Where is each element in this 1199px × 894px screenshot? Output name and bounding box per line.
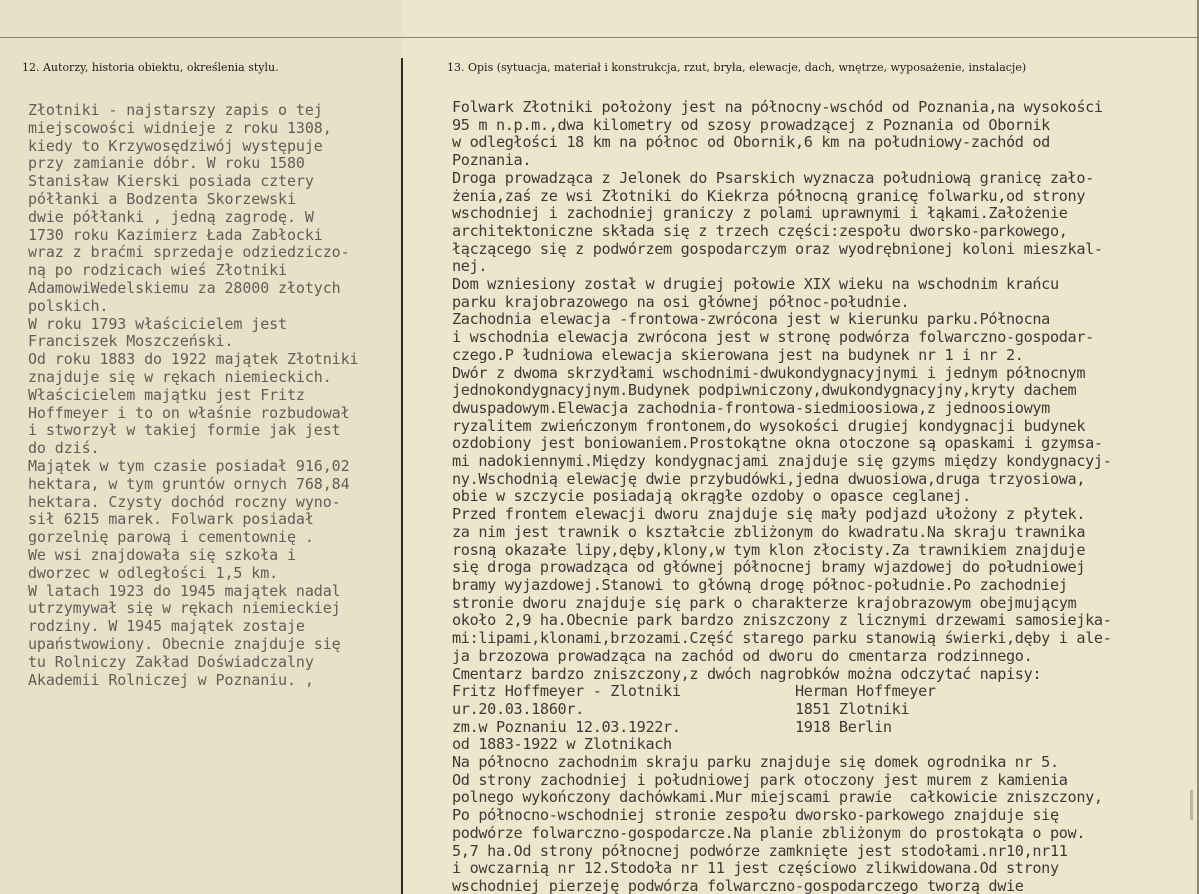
- history-line: W roku 1793 właścicielem jest: [28, 314, 287, 333]
- history-line: Właścicielem majątku jest Fritz: [28, 385, 305, 404]
- description-line: bramy wyjazdowej.Stanowi to główną drogę północ-południe.Po zachodniej: [452, 575, 1068, 594]
- history-line: dwie półłanki , jedną zagrodę. W: [28, 207, 314, 226]
- description-line: Na północno zachodnim skraju parku znajduje się domek ogrodnika nr 5.: [452, 753, 1059, 772]
- description-line: 5,7 ha.Od strony północnej podwórze zamknięte jest stodołami.nr10,nr11: [452, 841, 1068, 860]
- history-line: i stworzył w takiej formie jak jest: [28, 421, 341, 440]
- history-line: miejscowości widnieje z roku 1308,: [28, 118, 332, 137]
- description-line: się droga prowadząca od głównej północnej bramy wjazdowej do południowej: [452, 558, 1086, 577]
- description-text: [452, 99, 1112, 894]
- history-line: polskich.: [28, 296, 109, 315]
- history-line: sił 6215 marek. Folwark posiadał: [28, 510, 314, 529]
- description-line: Od strony zachodniej i południowej park otoczony jest murem z kamienia: [452, 770, 1068, 789]
- description-line: Fritz Hoffmeyer - Zlotniki Herman Hoffmeyer: [452, 682, 936, 701]
- history-line: ną po rodzicach wieś Złotniki: [28, 261, 287, 280]
- description-line: podwórze folwarczno-gospodarcze.Na planie zbliżonym do prostokąta o pow.: [452, 823, 1086, 842]
- description-line: i wschodnia elewacja zwrócona jest w stronę podwórza folwarczno-gospodar-: [452, 328, 1094, 347]
- description-line: od 1883-1922 w Zlotnikach: [452, 735, 672, 754]
- description-line: mi:lipami,klonami,brzozami.Część starego parku stanowią świerki,dęby i ale-: [452, 629, 1112, 648]
- description-line: Droga prowadząca z Jelonek do Psarskich wyznacza południową granicę zało-: [452, 168, 1094, 187]
- history-line: AdamowiWedelskiemu za 28000 złotych: [28, 278, 341, 297]
- description-line: około 2,9 ha.Obecnie park bardzo zniszczony z licznymi drzewami samosiejka-: [452, 611, 1112, 630]
- history-line: tu Rolniczy Zakład Doświadczalny: [28, 652, 314, 671]
- description-line: za nim jest trawnik o kształcie zbliżonym do kwadratu.Na skraju trawnika: [452, 522, 1086, 541]
- description-line: ozdobiony jest boniowaniem.Prostokątne okna otoczone są opaskami i gzymsa-: [452, 434, 1103, 453]
- history-line: półłanki a Bodzenta Skorzewski: [28, 189, 296, 208]
- description-line: ur.20.03.1860r. 1851 Zlotniki: [452, 699, 910, 718]
- description-line: Zachodnia elewacja -frontowa-zwrócona jest w kierunku parku.Północna: [452, 310, 1050, 329]
- history-line: Franciszek Moszczeński.: [28, 332, 234, 351]
- history-line: znajduje się w rękach niemieckich.: [28, 367, 332, 386]
- history-line: przy zamianie dóbr. W roku 1580: [28, 154, 305, 173]
- column-divider: [401, 58, 403, 894]
- description-line: wschodniej pierzeję podwórza folwarczno-gospodarczego tworzą dwie: [452, 876, 1024, 894]
- section-12-header: 12. Autorzy, historia obiektu, określenia stylu.: [22, 61, 279, 74]
- history-line: do dziś.: [28, 439, 100, 458]
- description-line: ny.Wschodnią elewację dwie przybudówki,jedna dwuosiowa,druga trzyosiowa,: [452, 469, 1086, 488]
- history-line: gorzelnię parową i cementownię .: [28, 528, 314, 547]
- top-rule: [0, 37, 1197, 38]
- history-line: hektara. Czysty dochód roczny wyno-: [28, 492, 341, 511]
- history-line: Od roku 1883 do 1922 majątek Złotniki: [28, 350, 359, 369]
- description-line: obie w szczycie posiadają okrągłe ozdoby o opasce ceglanej.: [452, 487, 971, 506]
- description-line: wschodniej i zachodniej graniczy z polami uprawnymi i łąkami.Założenie: [452, 204, 1068, 223]
- history-line: upaństwowiony. Obecnie znajduje się: [28, 634, 341, 653]
- description-line: stronie dworu znajduje się park o charakterze krajobrazowym obejmującym: [452, 593, 1077, 612]
- description-line: Dwór z dwoma skrzydłami wschodnimi-dwukondygnacyjnymi i jednym północnym: [452, 363, 1086, 382]
- history-line: hektara, w tym gruntów ornych 768,84: [28, 474, 350, 493]
- description-line: ryzalitem zwieńczonym frontonem,do wysokości drugiej kondygnacji budynek: [452, 416, 1086, 435]
- history-line: W latach 1923 do 1945 majątek nadal: [28, 581, 341, 600]
- history-line: Stanisław Kierski posiada cztery: [28, 172, 314, 191]
- description-line: czego.P łudniowa elewacja skierowana jest na budynek nr 1 i nr 2.: [452, 345, 1024, 364]
- section-13-header: 13. Opis (sytuacja, materiał i konstrukcja, rzut, bryła, elewacje, dach, wnętrze, wyposażenie, instalacje): [447, 61, 1027, 74]
- description-line: łączącego się z podwórzem gospodarczym oraz wyodrębnionej koloni mieszkal-: [452, 239, 1103, 258]
- description-line: jednokondygnacyjnym.Budynek podpiwniczony,dwukondygnacyjny,kryty dachem: [452, 381, 1077, 400]
- history-line: Hoffmeyer i to on właśnie rozbudował: [28, 403, 350, 422]
- history-line: Majątek w tym czasie posiadał 916,02: [28, 456, 350, 475]
- description-line: Po północno-wschodniej stronie zespołu dworsko-parkowego znajduje się: [452, 806, 1059, 825]
- history-line: kiedy to Krzywosędziwój występuje: [28, 136, 323, 155]
- description-line: Przed frontem elewacji dworu znajduje się mały podjazd ułożony z płytek.: [452, 505, 1086, 524]
- description-line: Cmentarz bardzo zniszczony,z dwóch nagrobków można odczytać napisy:: [452, 664, 1042, 683]
- description-line: Folwark Złotniki położony jest na północny-wschód od Poznania,na wysokości: [452, 98, 1103, 116]
- description-line: parku krajobrazowego na osi głównej północ-południe.: [452, 292, 910, 311]
- page-edge-mark: [1190, 790, 1193, 820]
- description-line: architektoniczne składa się z trzech części:zespołu dworsko-parkowego,: [452, 221, 1068, 240]
- description-line: zm.w Poznaniu 12.03.1922r. 1918 Berlin: [452, 717, 892, 736]
- description-line: mi nadokiennymi.Między kondygnacjami znajduje się gzyms między kondygnacyj-: [452, 452, 1112, 471]
- description-line: dwuspadowym.Elewacja zachodnia-frontowa-siedmioosiowa,z jednoosiowym: [452, 398, 1050, 417]
- description-line: Dom wzniesiony został w drugiej połowie XIX wieku na wschodnim krańcu: [452, 275, 1059, 294]
- description-line: żenia,zaś ze wsi Złotniki do Kiekrza północną granicę folwarku,od strony: [452, 186, 1086, 205]
- description-line: nej.: [452, 257, 488, 276]
- history-line: rodziny. W 1945 majątek zostaje: [28, 617, 305, 636]
- history-line: Akademii Rolniczej w Poznaniu. ,: [28, 670, 314, 689]
- history-line: dworzec w odległości 1,5 km.: [28, 563, 279, 582]
- description-line: i owczarnią nr 12.Stodoła nr 11 jest częściowo zlikwidowana.Od strony: [452, 859, 1059, 878]
- history-line: wraz z braćmi sprzedaje odziedziczo-: [28, 243, 350, 262]
- history-line: Złotniki - najstarszy zapis o tej: [28, 101, 323, 119]
- description-line: polnego wykończony dachówkami.Mur miejscami prawie całkowicie zniszczony,: [452, 788, 1103, 807]
- description-line: w odległości 18 km na północ od Obornik,6 km na południowy-zachód od: [452, 133, 1050, 152]
- description-line: 95 m n.p.m.,dwa kilometry od szosy prowadzącej z Poznania od Obornik: [452, 115, 1050, 134]
- history-text: [28, 102, 358, 689]
- history-line: 1730 roku Kazimierz Łada Zabłocki: [28, 225, 323, 244]
- history-line: utrzymywał się w rękach niemieckiej: [28, 599, 341, 618]
- description-line: rosną okazałe lipy,dęby,klony,w tym klon złocisty.Za trawnikiem znajduje: [452, 540, 1086, 559]
- description-line: ja brzozowa prowadząca na zachód od dworu do cmentarza rodzinnego.: [452, 646, 1033, 665]
- history-line: We wsi znajdowała się szkoła i: [28, 545, 296, 564]
- description-line: Poznania.: [452, 151, 532, 170]
